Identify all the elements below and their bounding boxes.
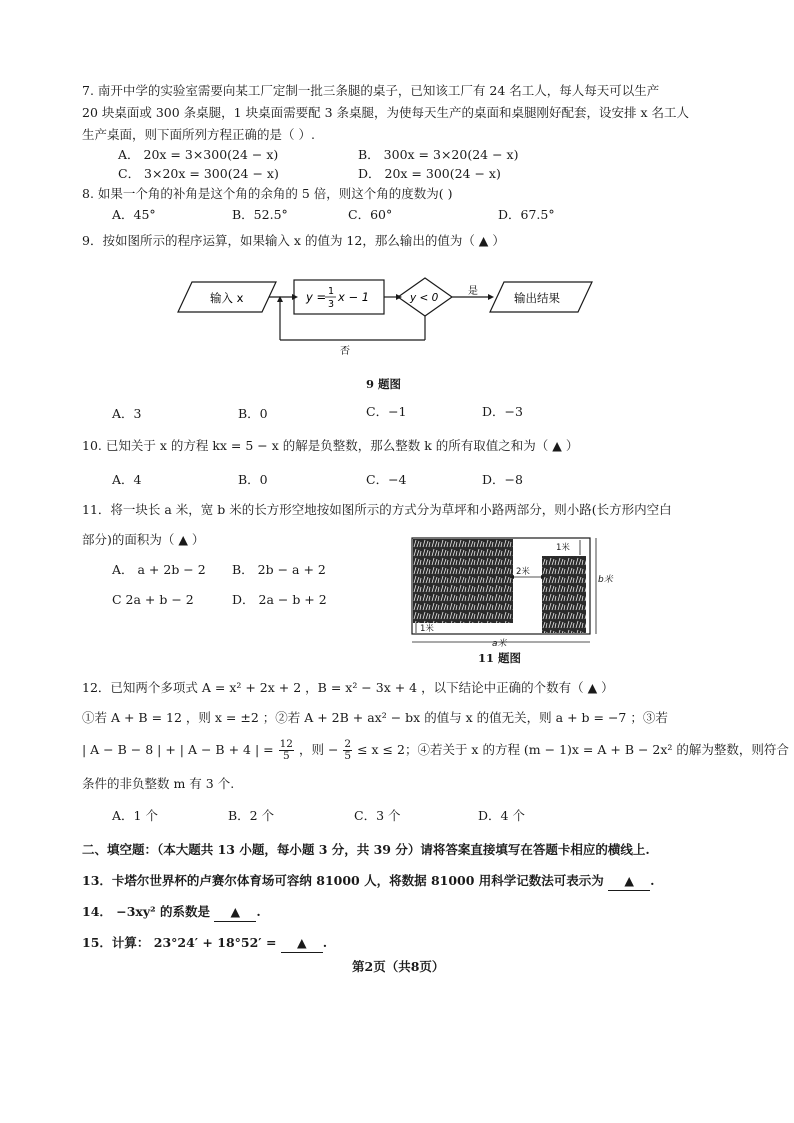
q14: 14． −3xy² 的系数是 ▲ . <box>82 903 261 922</box>
q8-option-c: C．60° <box>348 207 393 222</box>
lawn-left <box>413 539 513 623</box>
q7-option-a: A． 20x = 3×300(24 − x) <box>118 147 279 162</box>
q12-option-a: A．1 个 <box>112 808 158 823</box>
q11-option-c: C 2a + b − 2 <box>112 592 194 607</box>
flow-no-label: 否 <box>340 346 350 357</box>
q10-option-b: B．0 <box>238 472 268 487</box>
q12-line3 <box>82 739 789 762</box>
q15-text: 15．计算： 23°24′ + 18°52′ = <box>82 935 277 950</box>
q12-then: ，则 − <box>298 742 339 757</box>
section-2-heading: 二、填空题：（本大题共 13 小题，每小题 3 分，共 39 分）请将答案直接填写在答题卡相应的横线上. <box>82 842 650 857</box>
q10-line1: 10. 已知关于 x 的方程 kx = 5 − x 的解是负整数，那么整数 k 的所有取值之和为（ ▲ ） <box>82 438 579 453</box>
q9-option-b: B．0 <box>238 406 268 421</box>
q14-text: 14． −3xy² 的系数是 <box>82 904 210 919</box>
q9-option-a: A．3 <box>112 406 142 421</box>
flow-output-label: 输出结果 <box>514 291 560 305</box>
page-footer: 第2页（共8页） <box>352 959 445 974</box>
q7-line3: 生产桌面，则下面所列方程正确的是（ ）. <box>82 127 315 142</box>
q11-caption: 11 题图 <box>478 651 522 665</box>
q8-line1: 8. 如果一个角的补角是这个角的余角的 5 倍，则这个角的度数为( ) <box>82 186 453 201</box>
q12-fraction-12-5: $\frac{12}{5}$ <box>279 738 293 762</box>
q12-option-d: D．4 个 <box>478 808 525 823</box>
q12-inequality: ≤ x ≤ 2；④若关于 x 的方程 (m − 1)x = A + B − 2x² 的解为整数，则符合 <box>357 742 789 757</box>
flow-condition: y < 0 <box>410 292 439 304</box>
q8-option-a: A．45° <box>112 207 156 222</box>
q7-line2: 20 块桌面或 300 条桌腿，1 块桌面需要配 3 条桌腿，为使每天生产的桌面和桌腿刚好配套，设安排 x 名工人 <box>82 105 690 120</box>
q9-option-d: D．−3 <box>482 404 523 419</box>
flow-formula-rhs: x − 1 <box>338 290 370 304</box>
q7-option-d: D． 20x = 300(24 − x) <box>358 166 501 181</box>
q12-option-c: C．3 个 <box>354 808 401 823</box>
label-a: a米 <box>492 639 507 648</box>
q12-line2: ①若 A + B = 12 ，则 x = ±2 ；②若 A + 2B + ax² − bx 的值与 x 的值无关，则 a + b = −7 ；③若 <box>82 710 668 725</box>
flow-input-label: 输入 x <box>210 291 244 305</box>
q13-text: 13．卡塔尔世界杯的卢赛尔体育场可容纳 81000 人，将数据 81000 用科学记数法可表示为 <box>82 873 604 888</box>
label-2m: 2米 <box>516 567 530 577</box>
q11-line1: 11．将一块长 a 米，宽 b 米的长方形空地按如图所示的方式分为草坪和小路两部分，则小路(长方形内空白 <box>82 502 672 517</box>
flow-formula-num: 1 <box>328 286 335 297</box>
q11-option-d: D． 2a − b + 2 <box>232 592 327 607</box>
q7-option-b: B． 300x = 3×20(24 − x) <box>358 147 519 162</box>
q7-line1: 7. 南开中学的实验室需要向某工厂定制一批三条腿的桌子，已知该工厂有 24 名工人，每人每天可以生产 <box>82 83 660 98</box>
q11-option-b: B． 2b − a + 2 <box>232 562 326 577</box>
q11-option-a: A． a + 2b − 2 <box>112 562 206 577</box>
q14-answer-blank: ▲ <box>214 903 256 922</box>
q10-option-a: A．4 <box>112 472 142 487</box>
q8-option-d: D．67.5° <box>498 207 555 222</box>
q13: 13．卡塔尔世界杯的卢赛尔体育场可容纳 81000 人，将数据 81000 用科学记数法可表示为 ▲ . <box>82 872 655 891</box>
lawn-right <box>542 556 586 633</box>
flow-formula-den: 3 <box>328 299 335 310</box>
q7-option-c: C． 3×20x = 300(24 − x) <box>118 166 279 181</box>
flow-formula-lhs: y = <box>306 290 327 304</box>
q12-line1: 12．已知两个多项式 A = x² + 2x + 2 ，B = x² − 3x + 4 ，以下结论中正确的个数有（ ▲ ） <box>82 680 614 695</box>
label-1m-top: 1米 <box>556 543 570 553</box>
q9-line1: 9．按如图所示的程序运算，如果输入 x 的值为 12，那么输出的值为（ ▲ ） <box>82 233 505 248</box>
q13-answer-blank: ▲ <box>608 872 650 891</box>
q12-abs-expr: | A − B − 8 | + | A − B + 4 | = <box>82 742 274 757</box>
q15-answer-blank: ▲ <box>281 934 323 953</box>
q9-flowchart <box>170 270 630 360</box>
q9-option-c: C．−1 <box>366 404 407 419</box>
flow-yes-label: 是 <box>468 286 478 297</box>
q8-option-b: B．52.5° <box>232 207 288 222</box>
q10-option-d: D．−8 <box>482 472 523 487</box>
q12-fraction-2-5: $\frac{2}{5}$ <box>344 738 352 762</box>
q11-figure <box>404 530 614 648</box>
q11-line2: 部分)的面积为（ ▲ ） <box>82 532 205 547</box>
q12-line4: 条件的非负整数 m 有 3 个. <box>82 776 235 791</box>
q10-option-c: C．−4 <box>366 472 407 487</box>
q15: 15．计算： 23°24′ + 18°52′ = ▲ . <box>82 934 327 953</box>
q12-option-b: B．2 个 <box>228 808 275 823</box>
label-b: b米 <box>598 575 613 585</box>
q9-caption: 9 题图 <box>366 377 402 391</box>
label-1m-bottom: 1米 <box>420 624 434 634</box>
